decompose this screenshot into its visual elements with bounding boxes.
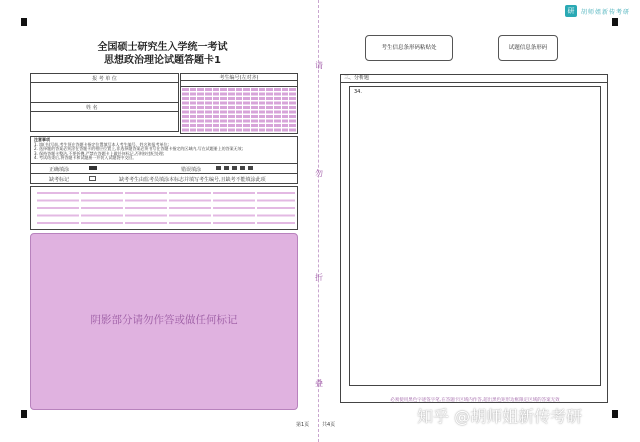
absent-text: 缺考考生由监考员填涂本标志并填写考生编号,且缺考不能填涂此项 bbox=[119, 177, 266, 183]
corner-mark-bottom-left bbox=[21, 410, 27, 418]
absent-row bbox=[30, 174, 298, 184]
question-number: 34. bbox=[354, 89, 362, 95]
fill-example-row bbox=[30, 164, 298, 174]
brand-logo-icon: 研 bbox=[565, 5, 577, 17]
answer-footnote: 必须使用黑色字迹签字笔,在答题卡区域内作答,超出黑色矩形边框限定区域的答案无效 bbox=[390, 398, 560, 403]
registration-table bbox=[30, 73, 179, 132]
multiple-choice-bubbles[interactable] bbox=[30, 186, 298, 230]
question-barcode-area: 试题信息条形码 bbox=[498, 35, 558, 61]
notes-line: 2. 选择题的答案必须涂在答题卡的相应位置上,非选择题答案必须书写在答题卡指定的区域内,写在试题册上的答案无效; bbox=[34, 146, 243, 152]
fold-char: 请 bbox=[315, 61, 323, 70]
candidate-id-bubbles[interactable] bbox=[182, 88, 296, 132]
corner-mark-top-right bbox=[612, 18, 618, 26]
shaded-area-text: 阴影部分请勿作答或做任何标记 bbox=[90, 314, 238, 326]
corner-mark-top-left bbox=[21, 18, 27, 26]
exam-unit-label: 报 考 单 位 bbox=[31, 74, 179, 83]
notes-line: 4. 考试结束后,将答题卡和试题册一并装入试题袋中交回。 bbox=[34, 155, 137, 161]
name-field[interactable] bbox=[31, 112, 179, 132]
corner-mark-bottom-right bbox=[612, 410, 618, 418]
notes-title: 注意事项 bbox=[34, 137, 50, 142]
name-label: 姓 名 bbox=[31, 103, 179, 112]
exam-title: 全国硕士研究生入学统一考试 bbox=[97, 42, 228, 53]
answer-box bbox=[340, 74, 608, 403]
wrong-fill-label: 错误填涂 bbox=[181, 167, 202, 173]
fold-char: 叠 bbox=[315, 379, 323, 388]
notes-line: 3. 保持答题卡整洁,不要折叠,严禁在答题卡上做任何标记,否则按违纪处理; bbox=[34, 150, 165, 156]
section-label: 三、分析题 bbox=[341, 75, 607, 83]
exam-subtitle: 思想政治理论试题答题卡1 bbox=[104, 55, 221, 66]
correct-fill-sample bbox=[89, 166, 97, 170]
correct-fill-label: 正确填涂 bbox=[49, 167, 70, 173]
brand-logo-text: 胡师姐新传考研 bbox=[581, 9, 631, 16]
exam-unit-field[interactable] bbox=[31, 83, 179, 103]
answer-area[interactable] bbox=[349, 86, 601, 386]
watermark: 知乎 @胡师姐新传考研 bbox=[417, 407, 583, 426]
absent-checkbox[interactable] bbox=[89, 176, 96, 181]
notes-box bbox=[30, 136, 298, 164]
barcode-paste-area: 考生信息条形码粘贴处 bbox=[365, 35, 453, 61]
notes-line: 1. 填(书)写前,考生须在答题卡指定位置填写本人考生编号、姓名和报考单位; bbox=[34, 141, 169, 147]
absent-label: 缺考标记 bbox=[49, 177, 70, 183]
candidate-id-label: 考生编号(左对齐) bbox=[181, 74, 297, 81]
fold-char: 勿 bbox=[315, 169, 323, 178]
fold-char: 折 bbox=[315, 273, 323, 282]
wrong-fill-sample bbox=[216, 166, 256, 170]
candidate-id-grid[interactable] bbox=[180, 73, 298, 134]
page-number: 第1页 bbox=[296, 422, 310, 428]
page-total: 共4页 bbox=[322, 422, 336, 428]
candidate-id-boxes[interactable] bbox=[181, 81, 297, 87]
